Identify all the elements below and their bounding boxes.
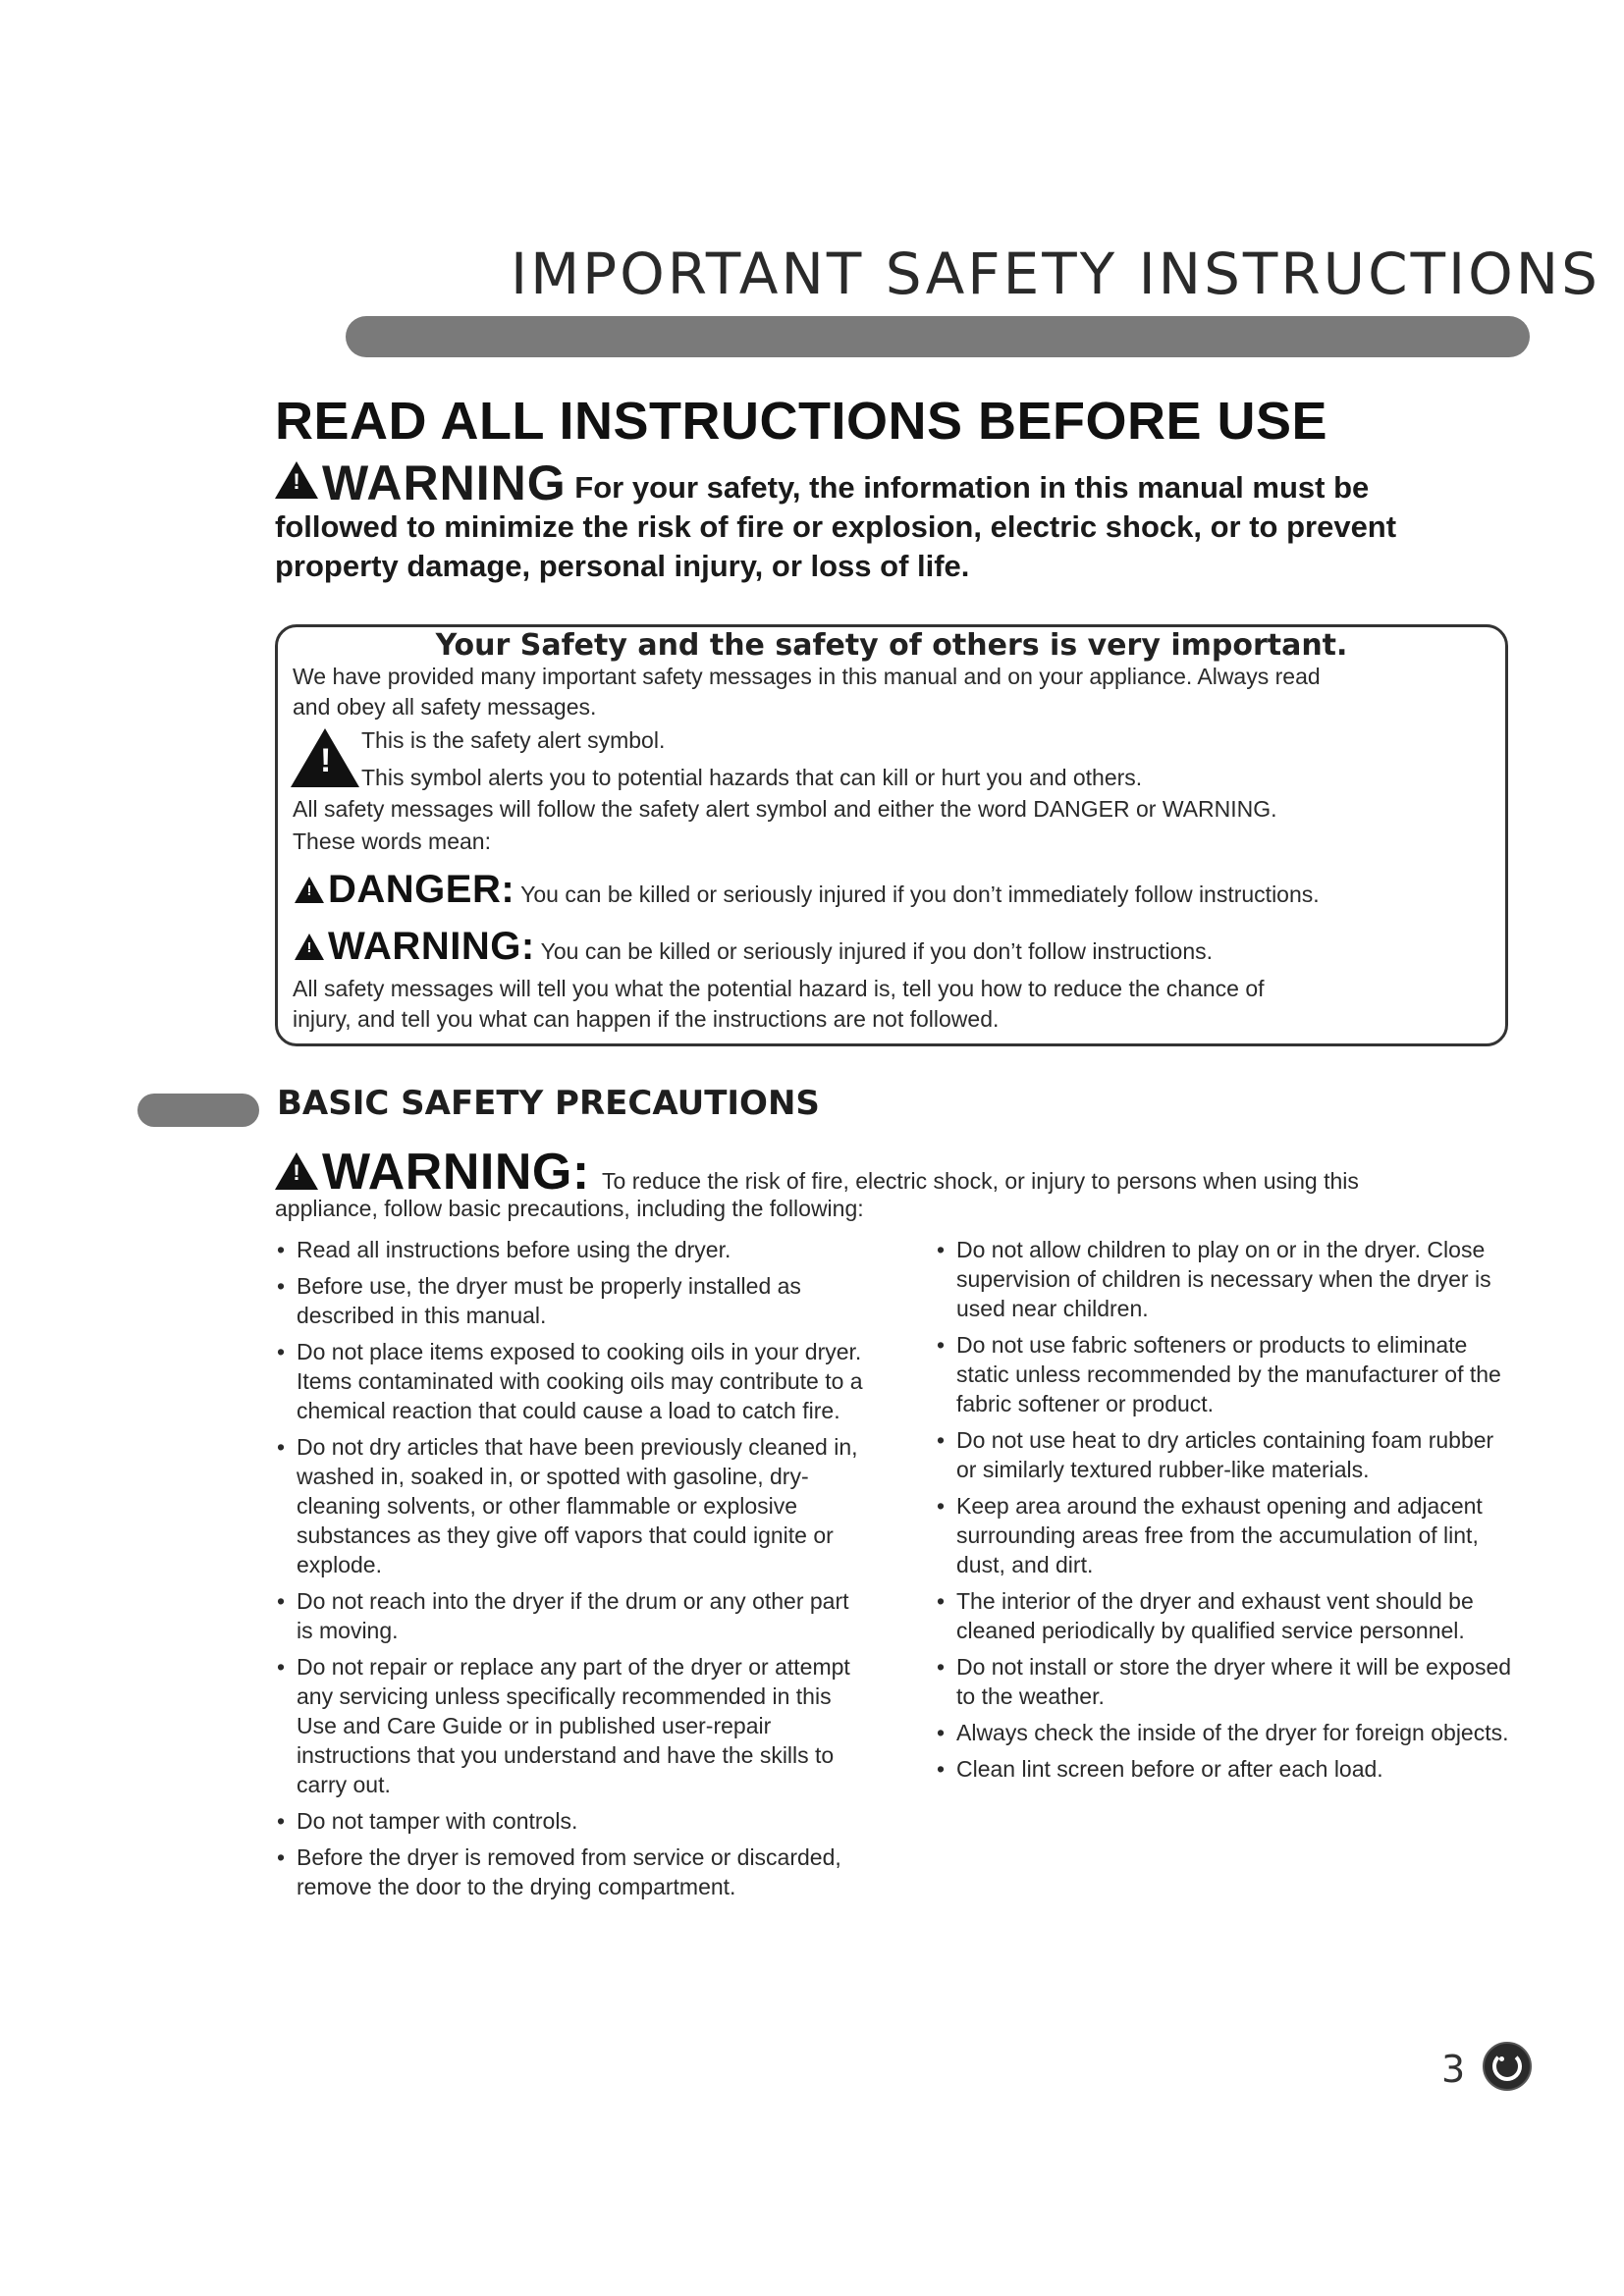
symbol-description: This symbol alerts you to potential hazards that can kill or hurt you and others. [361, 765, 1143, 790]
header-bar [346, 316, 1530, 357]
list-item: • Do not use heat to dry articles containing foam rubber or similarly textured rubber-like materials. [937, 1425, 1516, 1484]
intro-warning-text: For your safety, the information in this manual must be followed to minimize the risk of fire or explosion, electric shock, or to prevent property damage, personal injury, or loss of life. [275, 470, 1397, 583]
list-item: • Always check the inside of the dryer for foreign objects. [937, 1718, 1516, 1747]
list-item: • Read all instructions before using the dryer. [277, 1235, 866, 1264]
lg-logo-icon [1483, 2042, 1532, 2091]
warning-text: You can be killed or seriously injured if you don’t follow instructions. [540, 938, 1214, 964]
warning-label: WARNING: [322, 1144, 590, 1201]
safety-box-line: injury, and tell you what can happen if the instructions are not followed. [293, 1006, 1000, 1032]
list-item: • Do not allow children to play on or in the dryer. Close supervision of children is necessary when the dryer is used near children. [937, 1235, 1516, 1323]
danger-label: DANGER: [328, 868, 515, 911]
danger-text: You can be killed or seriously injured if you don’t immediately follow instructions. [520, 881, 1320, 907]
list-item: • Do not repair or replace any part of the dryer or attempt any servicing unless specifically recommended in this Use and Care Guide or in published user-repair instructions that you understand and have the skills to carry out. [277, 1652, 866, 1799]
main-heading: READ ALL INSTRUCTIONS BEFORE USE [275, 392, 1328, 451]
safety-box-line: We have provided many important safety messages in this manual and on your appliance. Always read [293, 664, 1321, 689]
list-item: • Do not install or store the dryer where it will be exposed to the weather. [937, 1652, 1516, 1711]
list-item: • Before use, the dryer must be properly installed as described in this manual. [277, 1271, 866, 1330]
section-marker [137, 1094, 259, 1127]
alert-triangle-icon: ! [295, 877, 324, 903]
list-item: • Do not place items exposed to cooking oils in your dryer. Items contaminated with cooking oils may contribute to a chemical reaction that could cause a load to catch fire. [277, 1337, 866, 1425]
safety-box-title: Your Safety and the safety of others is very important. [435, 628, 1348, 663]
list-item: • Before the dryer is removed from service or discarded, remove the door to the drying compartment. [277, 1842, 866, 1901]
alert-triangle-icon: ! [275, 461, 318, 499]
section-warning [275, 1144, 1502, 1222]
section-warning-text: appliance, follow basic precautions, including the following: [275, 1196, 864, 1221]
intro-warning [275, 455, 1434, 586]
list-item: • Do not tamper with controls. [277, 1806, 866, 1836]
list-item: • Clean lint screen before or after each load. [937, 1754, 1516, 1784]
warning-label: WARNING [322, 455, 567, 510]
warning-label: WARNING: [328, 925, 535, 968]
safety-alert-symbol-icon: ! [291, 728, 359, 787]
list-item: • Do not dry articles that have been previously cleaned in, washed in, soaked in, or spotted with gasoline, dry-cleaning solvents, or other flammable or explosive substances as they give off vapors that could ignite or explode. [277, 1432, 866, 1579]
alert-triangle-icon: ! [275, 1152, 318, 1190]
page-header-title: IMPORTANT SAFETY INSTRUCTIONS [511, 240, 1600, 307]
symbol-description: This is the safety alert symbol. [361, 727, 666, 753]
list-item: • Keep area around the exhaust opening and adjacent surrounding areas free from the accumulation of lint, dust, and dirt. [937, 1491, 1516, 1579]
safety-box-line: All safety messages will follow the safety alert symbol and either the word DANGER or WARNING. [293, 796, 1277, 822]
warning-definition [295, 925, 1213, 969]
section-title: BASIC SAFETY PRECAUTIONS [277, 1084, 820, 1123]
page-number: 3 [1441, 2048, 1466, 2091]
safety-box-line: All safety messages will tell you what the potential hazard is, tell you how to reduce the chance of [293, 976, 1265, 1001]
safety-box-line: and obey all safety messages. [293, 694, 597, 720]
list-item: • Do not use fabric softeners or products to eliminate static unless recommended by the manufacturer of the fabric softener or product. [937, 1330, 1516, 1418]
precautions-left-column [277, 1235, 866, 1908]
precautions-right-column [937, 1235, 1516, 1790]
safety-box-line: These words mean: [293, 828, 491, 854]
section-warning-text: To reduce the risk of fire, electric shock, or injury to persons when using this [602, 1168, 1359, 1194]
list-item: • The interior of the dryer and exhaust vent should be cleaned periodically by qualified service personnel. [937, 1586, 1516, 1645]
alert-triangle-icon: ! [295, 934, 324, 960]
danger-definition [295, 868, 1320, 912]
list-item: • Do not reach into the dryer if the drum or any other part is moving. [277, 1586, 866, 1645]
